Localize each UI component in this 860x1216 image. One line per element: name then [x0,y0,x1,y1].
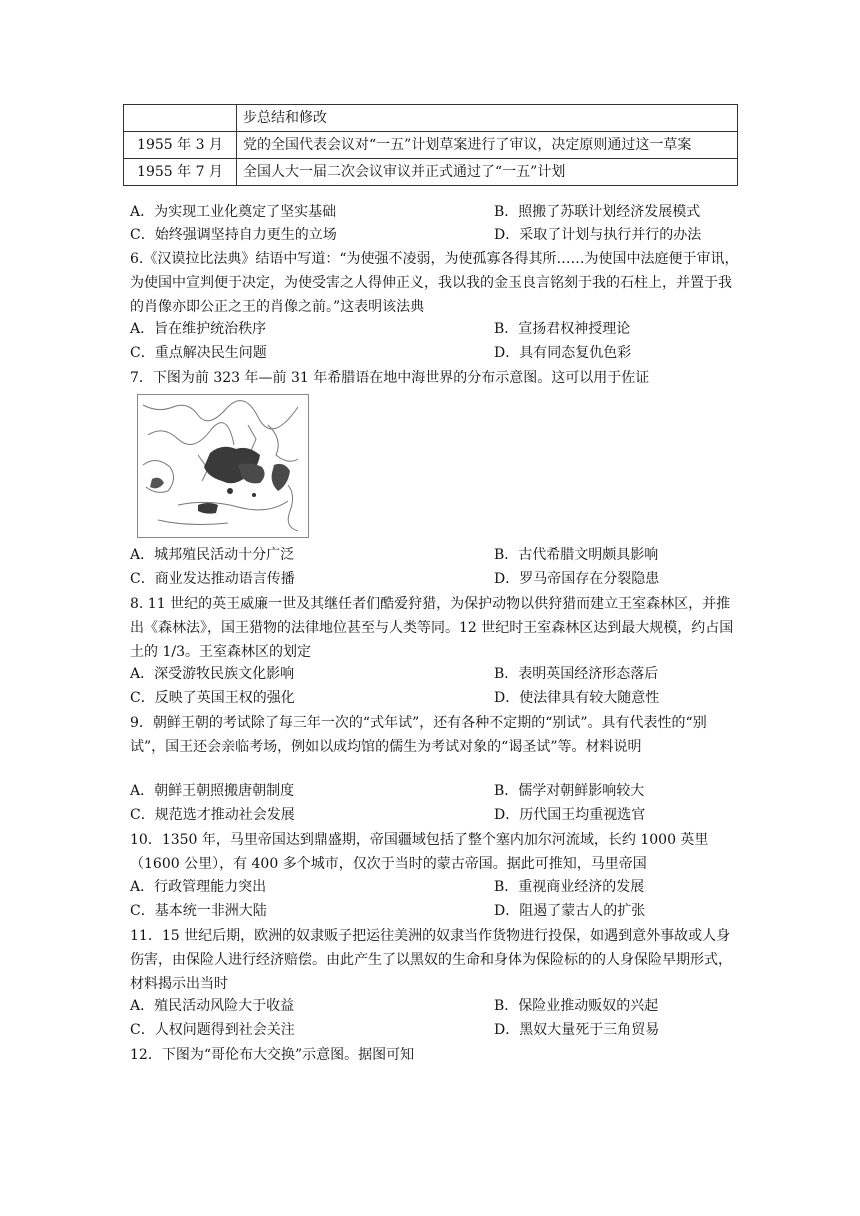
q10-option-d: D．阻遏了蒙古人的扩张 [494,903,646,919]
greek-language-distribution-map [137,394,309,538]
q10-option-c: C．基本统一非洲大陆 [130,903,267,919]
q7-option-a: A．城邦殖民活动十分广泛 [130,547,295,563]
q8-option-a: A．深受游牧民族文化影响 [130,666,295,682]
table-row [124,159,738,186]
table-cell-text: 党的全国代表会议对“一五”计划草案进行了审议，决定原则通过这一草案 [237,132,738,159]
q10-option-b: B．重视商业经济的发展 [494,879,645,895]
q9-option-a: A．朝鲜王朝照搬唐朝制度 [130,783,295,799]
q11-option-c: C．人权问题得到社会关注 [130,1022,295,1038]
q8-option-c: C．反映了英国王权的强化 [130,690,295,706]
q7-option-b: B．古代希腊文明颇具影响 [494,547,659,563]
table-cell-date [124,105,237,132]
q5-option-b: B．照搬了苏联计划经济发展模式 [494,204,701,220]
q7-option-d: D．罗马帝国存在分裂隐患 [494,571,660,587]
q11-option-b: B．保险业推动贩奴的兴起 [494,998,659,1014]
q7-option-c: C．商业发达推动语言传播 [130,571,295,587]
q9-option-c: C．规范选才推动社会发展 [130,807,295,823]
q10-option-a: A．行政管理能力突出 [130,879,267,895]
q11-stem: 11．15 世纪后期，欧洲的奴隶贩子把运往美洲的奴隶当作货物进行投保，如遇到意外事故或人身伤害，由保险人进行经济赔偿。由此产生了以黑奴的生命和身体为保险标的的人身保险早期形式，材料揭示出当时 [130,928,732,992]
q5-option-c: C．始终强调坚持自力更生的立场 [130,227,337,243]
q9-option-d: D．历代国王均重视选官 [494,807,646,823]
q6-option-b: B．宣扬君权神授理论 [494,321,631,337]
q12-stem: 12．下图为“哥伦布大交换”示意图。据图可知 [130,1047,415,1063]
q9-option-b: B．儒学对朝鲜影响较大 [494,783,645,799]
q6-option-a: A．旨在维护统治秩序 [130,321,267,337]
q8-option-d: D．使法律具有较大随意性 [494,690,660,706]
q8-stem: 8. 11 世纪的英王威廉一世及其继任者们酷爱狩猎，为保护动物以供狩猎而建立王室森林区，并推出《森林法》，国王猎物的法律地位甚至与人类等同。12 世纪时王室森林区达到最大规模，约占国土的 1/3。王室森林区的划定 [130,596,734,660]
q11-option-d: D．黑奴大量死于三角贸易 [494,1022,660,1038]
table-cell-date: 1955 年 3 月 [124,132,237,159]
table-row [124,105,738,132]
table-cell-text: 全国人大一届二次会议审议并正式通过了“一五”计划 [237,159,738,186]
q10-stem: 10．1350 年，马里帝国达到鼎盛期，帝国疆域包括了整个塞内加尔河流域，长约 1000 英里（1600 公里），有 400 多个城市，仅次于当时的蒙古帝国。据此可推知，马里帝国 [130,832,709,872]
q7-stem: 7．下图为前 323 年—前 31 年希腊语在地中海世界的分布示意图。这可以用于佐证 [130,370,650,386]
map-drawing [138,395,308,537]
q5-option-d: D．采取了计划与执行并行的办法 [494,227,702,243]
five-year-plan-table [123,104,738,186]
q6-option-d: D．具有同态复仇色彩 [494,345,632,361]
q6-stem: 6.《汉谟拉比法典》结语中写道：“为使强不凌弱，为使孤寡各得其所……为使国中法庭便于审讯，为使国中宣判便于决定，为使受害之人得伸正义，我以我的金玉良言铭刻于我的石柱上，并置于我的肖像亦即公正之王的肖像之前。”这表明该法典 [130,251,739,315]
q6-option-c: C．重点解决民生问题 [130,345,267,361]
table-cell-date: 1955 年 7 月 [124,159,237,186]
q5-option-a: A．为实现工业化奠定了坚实基础 [130,204,337,220]
table-row [124,132,738,159]
q8-option-b: B．表明英国经济形态落后 [494,666,659,682]
q11-option-a: A．殖民活动风险大于收益 [130,998,295,1014]
table-cell-text: 步总结和修改 [237,105,738,132]
q9-stem: 9．朝鲜王朝的考试除了每三年一次的“式年试”，还有各种不定期的“别试”。具有代表性的“别试”，国王还会亲临考场，例如以成均馆的儒生为考试对象的“谒圣试”等。材料说明 [130,715,707,755]
